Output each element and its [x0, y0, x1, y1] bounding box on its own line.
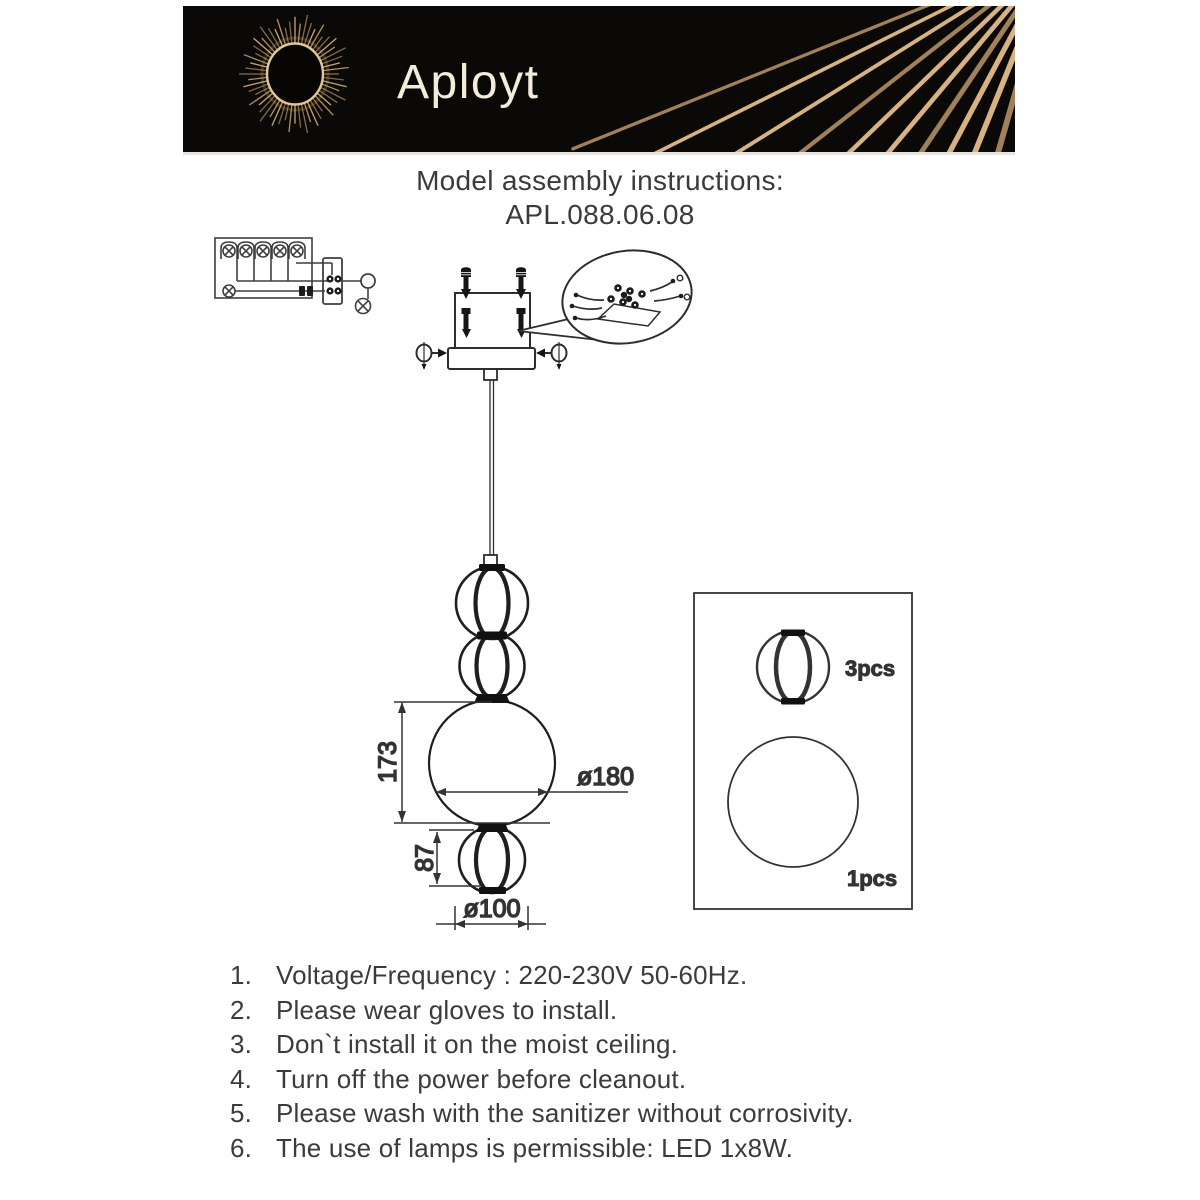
instruction-item	[230, 1027, 1050, 1062]
instruction-text: Turn off the power before cleanout.	[276, 1063, 687, 1094]
instruction-number: 6.	[230, 1132, 253, 1163]
dim-label-dia180: ø180	[577, 763, 634, 791]
title-line1: Model assembly instructions:	[416, 165, 784, 196]
instruction-text: Please wash with the sanitizer without corrosivity.	[276, 1098, 854, 1128]
instruction-number: 3.	[230, 1029, 253, 1059]
instruction-text: Please wear gloves to install.	[276, 994, 618, 1025]
instruction-item	[230, 1062, 1050, 1097]
dimension-dia-main	[436, 763, 634, 796]
instruction-text: The use of lamps is permissible: LED 1x8W.	[276, 1132, 794, 1163]
dimension-height-main	[374, 702, 550, 823]
instruction-item	[230, 993, 1050, 1028]
instruction-number: 5.	[230, 1098, 253, 1128]
parts-box	[694, 593, 912, 909]
wiring-diagram	[215, 238, 375, 314]
small-sphere-qty-label: 3pcs	[845, 656, 896, 681]
brand-name: Aployt	[397, 56, 540, 109]
instruction-text: Don`t install it on the moist ceiling.	[276, 1029, 679, 1059]
anchor-screws-icon	[461, 267, 526, 338]
dim-label-173: 173	[374, 741, 402, 783]
dim-label-87: 87	[411, 844, 439, 872]
instruction-text: Voltage/Frequency : 220-230V 50-60Hz.	[276, 960, 748, 990]
terminal-detail-balloon	[518, 241, 698, 352]
instruction-number: 4.	[230, 1063, 253, 1094]
dimension-height-small	[411, 830, 480, 886]
suspension-wire	[484, 380, 497, 566]
instruction-item	[230, 1096, 1050, 1131]
side-screws-icon	[417, 342, 567, 370]
dim-label-dia100: ø100	[463, 895, 521, 923]
lamp-assembly	[429, 564, 555, 894]
ceiling-mount	[417, 267, 567, 380]
instruction-item	[230, 1131, 1050, 1166]
dimension-dia-small	[436, 895, 546, 930]
instruction-item	[230, 958, 1050, 993]
instruction-number: 2.	[230, 994, 253, 1025]
large-sphere-qty-label: 1pcs	[847, 866, 898, 891]
instructions-list	[230, 958, 1050, 1165]
model-number: APL.088.06.08	[505, 199, 695, 230]
instruction-number: 1.	[230, 960, 253, 990]
